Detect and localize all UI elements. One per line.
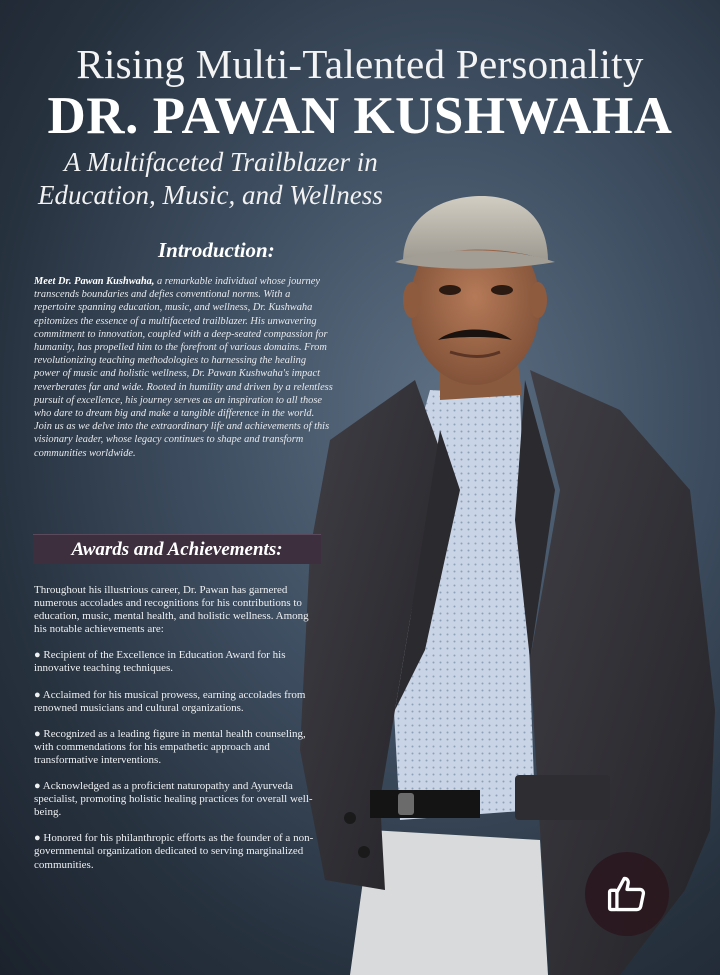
portrait-photo bbox=[290, 190, 720, 975]
awards-heading: Awards and Achievements: bbox=[71, 538, 283, 560]
introduction-body: a remarkable individual whose journey transcends boundaries and defies conventional norms. With a repertoire spanning education, music, and wellness, Dr. Kushwaha epitomizes the essence of a multifaceted trailblazer. His unwavering commitment to innovation, coupled with a deep-seated compassion for humanity, has propelled him to the forefront of various domains. From revolutionizing teaching methodologies to harnessing the healing power of music and holistic wellness, Dr. Pawan Kushwaha's impact reverberates far and wide. Rooted in humility and driven by a relentless pursuit of excellence, his journey serves as an inspiration to all those who dare to dream big and make a tangible difference in the world. Join us as we delve into the extraordinary life and achievements of this visionary leader, whose legacy continues to shape and transform communities worldwide. bbox=[34, 276, 333, 459]
award-item: ● Honored for his philanthropic efforts as the founder of a non-governmental organization dedicated to serving marginalized communities. bbox=[34, 832, 314, 871]
header-subtitle: Rising Multi-Talented Personality bbox=[76, 41, 644, 87]
award-item: ● Acclaimed for his musical prowess, earning accolades from renowned musicians and cultural organizations. bbox=[34, 688, 306, 714]
thumbs-up-icon bbox=[605, 872, 649, 916]
like-button[interactable] bbox=[585, 852, 669, 936]
awards-heading-bar bbox=[33, 534, 321, 564]
introduction-lead: Meet Dr. Pawan Kushwaha, bbox=[34, 276, 155, 287]
tagline-line-1: A Multifaceted Trailblazer in bbox=[64, 147, 378, 177]
tagline-line-2: Education, Music, and Wellness bbox=[38, 180, 383, 210]
introduction-heading: Introduction: bbox=[158, 238, 275, 262]
awards-list bbox=[34, 584, 324, 885]
award-item: ● Acknowledged as a proficient naturopathy and Ayurveda specialist, promoting holistic healing practices for overall well-being. bbox=[34, 780, 313, 819]
awards-intro: Throughout his illustrious career, Dr. Pawan has garnered numerous accolades and recognitions for his contributions to education, music, mental health, and holistic wellness. Among his notable achievements are: bbox=[34, 584, 309, 636]
award-item: ● Recognized as a leading figure in mental health counseling, with commendations for his empathetic approach and transformative interventions. bbox=[34, 727, 306, 766]
introduction-text bbox=[34, 275, 334, 460]
award-item: ● Recipient of the Excellence in Education Award for his innovative teaching techniques. bbox=[34, 649, 286, 675]
header-name: DR. PAWAN KUSHWAHA bbox=[47, 87, 673, 145]
